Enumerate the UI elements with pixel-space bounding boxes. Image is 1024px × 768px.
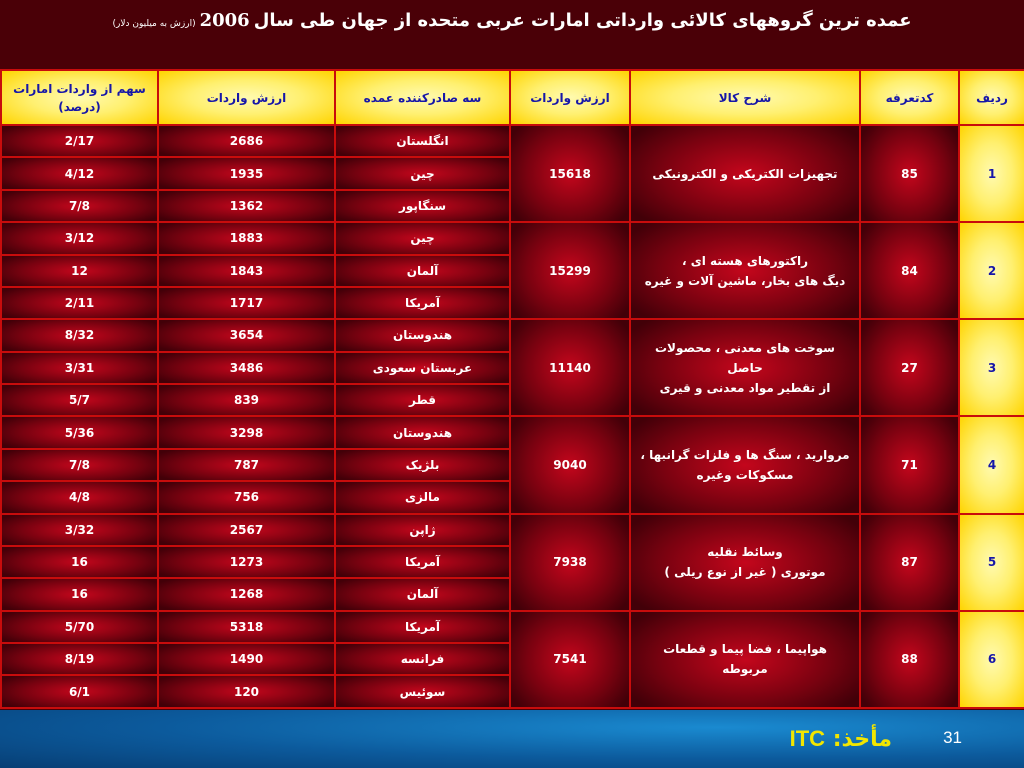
- row-number-cell: 1: [959, 125, 1024, 222]
- import-value-cell: 7938: [510, 514, 630, 611]
- row-number-cell: 3: [959, 319, 1024, 416]
- description-cell: [630, 222, 860, 319]
- import-value-cell: 9040: [510, 416, 630, 513]
- table-row: [1, 416, 1024, 448]
- exporter-value-cell: 3298: [158, 416, 335, 448]
- description-cell: [630, 125, 860, 222]
- row-number-cell: 4: [959, 416, 1024, 513]
- exporter-value-cell: 3486: [158, 352, 335, 384]
- exporter-value-cell: 1273: [158, 546, 335, 578]
- share-cell: 8/32: [1, 319, 158, 351]
- description-cell: [630, 319, 860, 416]
- exporter-value-cell: 1883: [158, 222, 335, 254]
- share-cell: 16: [1, 546, 158, 578]
- exporter-value-cell: 1843: [158, 255, 335, 287]
- share-cell: 3/31: [1, 352, 158, 384]
- description-line: سوخت های معدنی ، محصولات حاصل: [655, 340, 835, 375]
- description-line: تجهیزات الکتریکی و الکترونیکی: [652, 166, 838, 181]
- exporter-value-cell: 1268: [158, 578, 335, 610]
- description-line: وسائط نقلیه: [707, 545, 783, 560]
- exporter-value-cell: 1362: [158, 190, 335, 222]
- exporter-country-cell: قطر: [335, 384, 510, 416]
- share-cell: 7/8: [1, 449, 158, 481]
- exporter-value-cell: 787: [158, 449, 335, 481]
- share-cell: 12: [1, 255, 158, 287]
- row-number-cell: 5: [959, 514, 1024, 611]
- exporter-country-cell: عربستان سعودی: [335, 352, 510, 384]
- table-body: [1, 125, 1024, 708]
- exporter-country-cell: انگلستان: [335, 125, 510, 157]
- tariff-code-cell: 88: [860, 611, 959, 708]
- tariff-code-cell: 87: [860, 514, 959, 611]
- description-line: هواپیما ، فضا پیما و قطعات مربوطه: [663, 642, 827, 677]
- row-number-cell: 2: [959, 222, 1024, 319]
- description-line: موتوری ( غیر از نوع ریلی ): [664, 565, 826, 580]
- table-row: [1, 125, 1024, 157]
- import-value-cell: 11140: [510, 319, 630, 416]
- exporter-value-cell: 756: [158, 481, 335, 513]
- exporter-value-cell: 1935: [158, 157, 335, 189]
- exporter-value-cell: 3654: [158, 319, 335, 351]
- source-note: [790, 726, 892, 752]
- description-cell: [630, 611, 860, 708]
- exporter-country-cell: بلژیک: [335, 449, 510, 481]
- exporter-value-cell: 2686: [158, 125, 335, 157]
- exporter-value-cell: 1717: [158, 287, 335, 319]
- exporter-country-cell: آلمان: [335, 255, 510, 287]
- exporter-country-cell: آلمان: [335, 578, 510, 610]
- exporter-country-cell: هندوستان: [335, 319, 510, 351]
- exporter-value-cell: 120: [158, 675, 335, 708]
- table-row: [1, 319, 1024, 351]
- exporter-value-cell: 5318: [158, 611, 335, 643]
- exporter-country-cell: ژاپن: [335, 514, 510, 546]
- description-cell: [630, 514, 860, 611]
- share-cell: 5/70: [1, 611, 158, 643]
- exporter-country-cell: مالزی: [335, 481, 510, 513]
- import-value-cell: 15618: [510, 125, 630, 222]
- share-cell: 8/19: [1, 643, 158, 675]
- exporter-country-cell: فرانسه: [335, 643, 510, 675]
- exporter-value-cell: 839: [158, 384, 335, 416]
- table-row: [1, 514, 1024, 546]
- share-cell: 4/12: [1, 157, 158, 189]
- title-year: 2006: [199, 10, 250, 31]
- exporter-country-cell: چین: [335, 157, 510, 189]
- exporter-country-cell: هندوستان: [335, 416, 510, 448]
- exporter-country-cell: سنگاپور: [335, 190, 510, 222]
- header-description: شرح کالا: [630, 70, 860, 125]
- exporter-country-cell: سوئیس: [335, 675, 510, 708]
- exporter-country-cell: چین: [335, 222, 510, 254]
- tariff-code-cell: 84: [860, 222, 959, 319]
- share-cell: 2/17: [1, 125, 158, 157]
- source-label: مأخذ:: [832, 727, 892, 752]
- title-main: عمده ترین گروههای کالائی وارداتی امارات عربی متحده از جهان طی سال: [253, 10, 912, 31]
- table-row: [1, 222, 1024, 254]
- share-cell: 7/8: [1, 190, 158, 222]
- exporter-value-cell: 1490: [158, 643, 335, 675]
- description-line: مروارید ، سنگ ها و فلزات گرانبها ،: [640, 447, 850, 462]
- share-cell: 5/7: [1, 384, 158, 416]
- share-cell: 4/8: [1, 481, 158, 513]
- row-number-cell: 6: [959, 611, 1024, 708]
- header-row: [1, 70, 1024, 125]
- header-import-value: ارزش واردات: [510, 70, 630, 125]
- page-number: 31: [943, 728, 962, 747]
- title-unit-note: (ارزش به میلیون دلار): [112, 19, 196, 29]
- source-value: ITC: [789, 726, 826, 751]
- description-line: دیگ های بخار، ماشین آلات و غیره: [644, 273, 846, 288]
- header-exporter-value: ارزش واردات: [158, 70, 335, 125]
- description-line: راکتورهای هسته ای ،: [681, 253, 809, 268]
- tariff-code-cell: 85: [860, 125, 959, 222]
- tariff-code-cell: 71: [860, 416, 959, 513]
- footer-bar: [0, 710, 1024, 768]
- description-line: از تقطیر مواد معدنی و قیری: [659, 380, 831, 395]
- tariff-code-cell: 27: [860, 319, 959, 416]
- description-line: مسکوکات وغیره: [696, 467, 794, 482]
- import-value-cell: 15299: [510, 222, 630, 319]
- slide-title: [0, 10, 1024, 38]
- table-row: [1, 611, 1024, 643]
- exporter-country-cell: آمریکا: [335, 546, 510, 578]
- header-share: سهم از واردات امارات (درصد): [1, 70, 158, 125]
- exporter-value-cell: 2567: [158, 514, 335, 546]
- header-tariff-code: کدتعرفه: [860, 70, 959, 125]
- exporter-country-cell: آمریکا: [335, 287, 510, 319]
- share-cell: 5/36: [1, 416, 158, 448]
- share-cell: 3/12: [1, 222, 158, 254]
- imports-table: [0, 69, 1024, 709]
- share-cell: 6/1: [1, 675, 158, 708]
- header-row-no: ردیف: [959, 70, 1024, 125]
- description-cell: [630, 416, 860, 513]
- exporter-country-cell: آمریکا: [335, 611, 510, 643]
- share-cell: 3/32: [1, 514, 158, 546]
- header-top-exporters: سه صادرکننده عمده: [335, 70, 510, 125]
- import-value-cell: 7541: [510, 611, 630, 708]
- share-cell: 2/11: [1, 287, 158, 319]
- share-cell: 16: [1, 578, 158, 610]
